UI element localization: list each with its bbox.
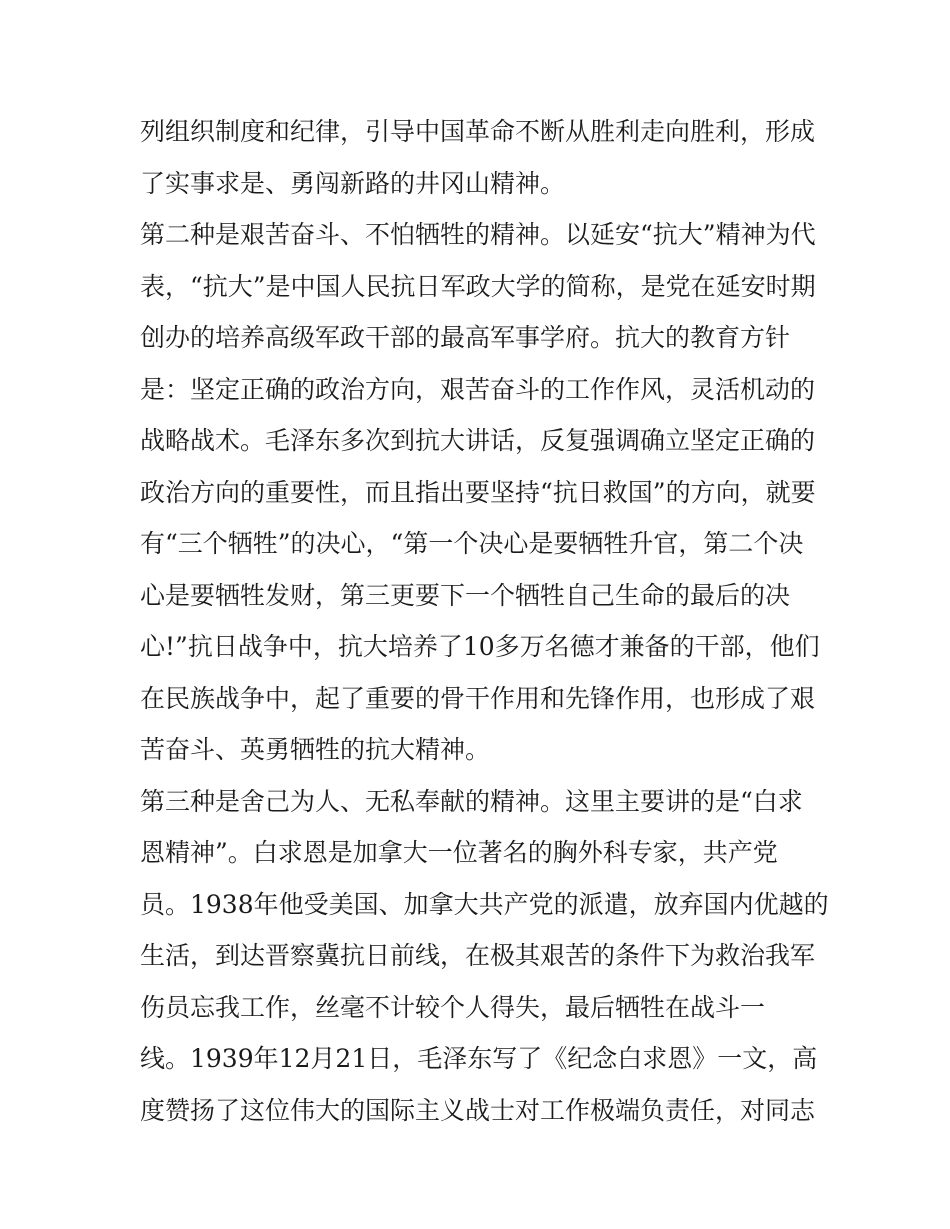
document-body [140,106,830,1136]
text-line: 恩精神”。白求恩是加拿大一位著名的胸外科专家，共产党 [140,838,778,867]
text-line: 心是要牺牲发财，第三更要下一个牺牲自己生命的最后的决 [140,580,791,610]
text-line: 政治方向的重要性，而且指出要坚持“抗日救国”的方向，就要 [140,477,816,507]
text-line: 创办的培养高级军政干部的最高军事学府。抗大的教育方针 [140,323,791,352]
text-line: 伤员忘我工作，丝毫不计较个人得失，最后牺牲在战斗一 [140,992,766,1022]
text-line: 有“三个牺牲”的决心，“第一个决心是要牺牲升官，第二个决 [140,529,804,558]
text-line: 在民族战争中，起了重要的骨干作用和先锋作用，也形成了艰 [140,683,816,713]
text-line: 第三种是舍己为人、无私奉献的精神。这里主要讲的是“白求 [140,786,803,816]
text-line: 心!”抗日战争中，抗大培养了10多万名德才兼备的干部，他们 [140,632,820,661]
text-line: 表，“抗大”是中国人民抗日军政大学的简称，是党在延安时期 [140,271,816,301]
text-line: 第二种是艰苦奋斗、不怕牺牲的精神。以延安“抗大”精神为代 [140,220,816,249]
text-line: 线。1939年12月21日，毛泽东写了《纪念白求恩》一文，高 [140,1044,818,1073]
text-line: 战略战术。毛泽东多次到抗大讲话，反复强调确立坚定正确的 [140,426,816,455]
text-line: 度赞扬了这位伟大的国际主义战士对工作极端负责任，对同志 [140,1095,816,1125]
text-line: 员。1938年他受美国、加拿大共产党的派遣，放弃国内优越的 [140,889,829,919]
text-line: 是：坚定正确的政治方向，艰苦奋斗的工作作风，灵活机动的 [140,374,816,404]
text-line: 列组织制度和纪律，引导中国革命不断从胜利走向胜利，形成 [140,117,816,146]
text-line: 生活，到达晋察冀抗日前线，在极其艰苦的条件下为救治我军 [140,941,816,970]
text-line: 苦奋斗、英勇牺牲的抗大精神。 [140,735,491,764]
text-line: 了实事求是、勇闯新路的井冈山精神。 [140,168,566,198]
